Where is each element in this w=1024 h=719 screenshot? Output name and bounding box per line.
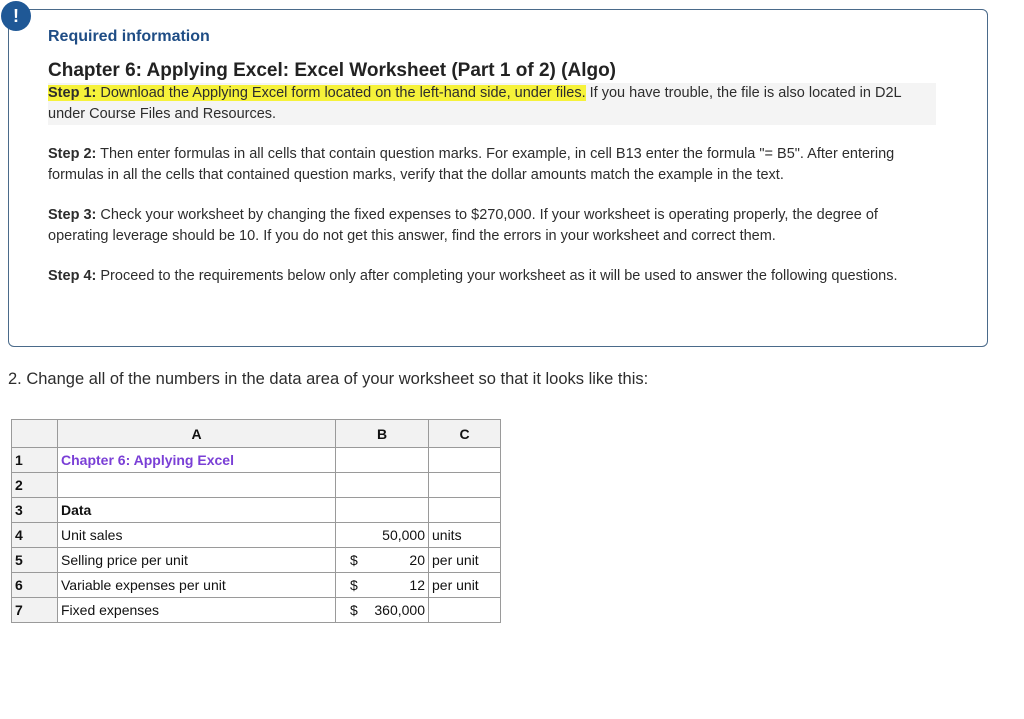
cell-c3	[429, 498, 501, 523]
step-2-text: Then enter formulas in all cells that contain question marks. For example, in cell B13 enter the formula "= B5". After entering formulas in all the cells that contained question marks, verify that the dollar amounts match the example in the text.	[48, 146, 895, 183]
table-row	[12, 473, 501, 498]
column-header-c: C	[429, 420, 501, 448]
cell-b6	[336, 573, 429, 598]
question-text: 2. Change all of the numbers in the data area of your worksheet so that it looks like this:	[8, 370, 649, 388]
table-row	[12, 523, 501, 548]
cell-a2	[58, 473, 336, 498]
cell-b4	[336, 523, 429, 548]
cell-a7: Fixed expenses	[58, 598, 336, 623]
column-header-a: A	[58, 420, 336, 448]
cell-a5: Selling price per unit	[58, 548, 336, 573]
row-number: 6	[12, 573, 58, 598]
step-3	[48, 205, 928, 247]
step-1	[48, 83, 936, 125]
cell-a4: Unit sales	[58, 523, 336, 548]
worksheet-table	[11, 419, 501, 623]
row-number: 1	[12, 448, 58, 473]
row-number: 7	[12, 598, 58, 623]
cell-value: 50,000	[382, 527, 425, 543]
cell-c6: per unit	[429, 573, 501, 598]
step-1-rest: If you have trouble, the file is also located in D2L under Course Files and Resources.	[48, 85, 902, 122]
table-row	[12, 548, 501, 573]
alert-icon: !	[1, 1, 31, 31]
row-number: 3	[12, 498, 58, 523]
step-1-highlight	[48, 85, 586, 101]
cell-c7	[429, 598, 501, 623]
step-2-label: Step 2:	[48, 146, 97, 162]
cell-a6: Variable expenses per unit	[58, 573, 336, 598]
cell-a1: Chapter 6: Applying Excel	[58, 448, 336, 473]
corner-cell	[12, 420, 58, 448]
cell-a3: Data	[58, 498, 336, 523]
step-4-label: Step 4:	[48, 268, 97, 284]
step-4-text: Proceed to the requirements below only after completing your worksheet as it will be used to answer the following questions.	[100, 268, 898, 284]
cell-b5	[336, 548, 429, 573]
step-3-text: Check your worksheet by changing the fixed expenses to $270,000. If your worksheet is operating properly, the degree of operating leverage should be 10. If you do not get this answer, find the errors in your worksheet and correct them.	[48, 207, 878, 244]
table-row	[12, 573, 501, 598]
required-info-title: Required information	[48, 28, 210, 45]
row-number: 4	[12, 523, 58, 548]
cell-c2	[429, 473, 501, 498]
step-3-label: Step 3:	[48, 207, 97, 223]
step-4	[48, 266, 928, 287]
cell-value: 12	[409, 577, 425, 593]
dollar-sign: $	[350, 602, 358, 618]
chapter-title: Chapter 6: Applying Excel: Excel Worksheet (Part 1 of 2) (Algo)	[48, 60, 617, 81]
cell-c5: per unit	[429, 548, 501, 573]
row-number: 5	[12, 548, 58, 573]
step-1-label: Step 1:	[48, 85, 97, 101]
table-row	[12, 498, 501, 523]
step-2	[48, 144, 928, 186]
cell-b7	[336, 598, 429, 623]
dollar-sign: $	[350, 577, 358, 593]
cell-b2	[336, 473, 429, 498]
cell-c1	[429, 448, 501, 473]
cell-b1	[336, 448, 429, 473]
table-row	[12, 598, 501, 623]
table-row	[12, 448, 501, 473]
column-header-row	[12, 420, 501, 448]
row-number: 2	[12, 473, 58, 498]
step-1-highlight-text: Download the Applying Excel form located on the left-hand side, under files.	[100, 85, 586, 101]
cell-value: 20	[409, 552, 425, 568]
cell-b3	[336, 498, 429, 523]
dollar-sign: $	[350, 552, 358, 568]
cell-value: 360,000	[374, 602, 425, 618]
cell-c4: units	[429, 523, 501, 548]
column-header-b: B	[336, 420, 429, 448]
